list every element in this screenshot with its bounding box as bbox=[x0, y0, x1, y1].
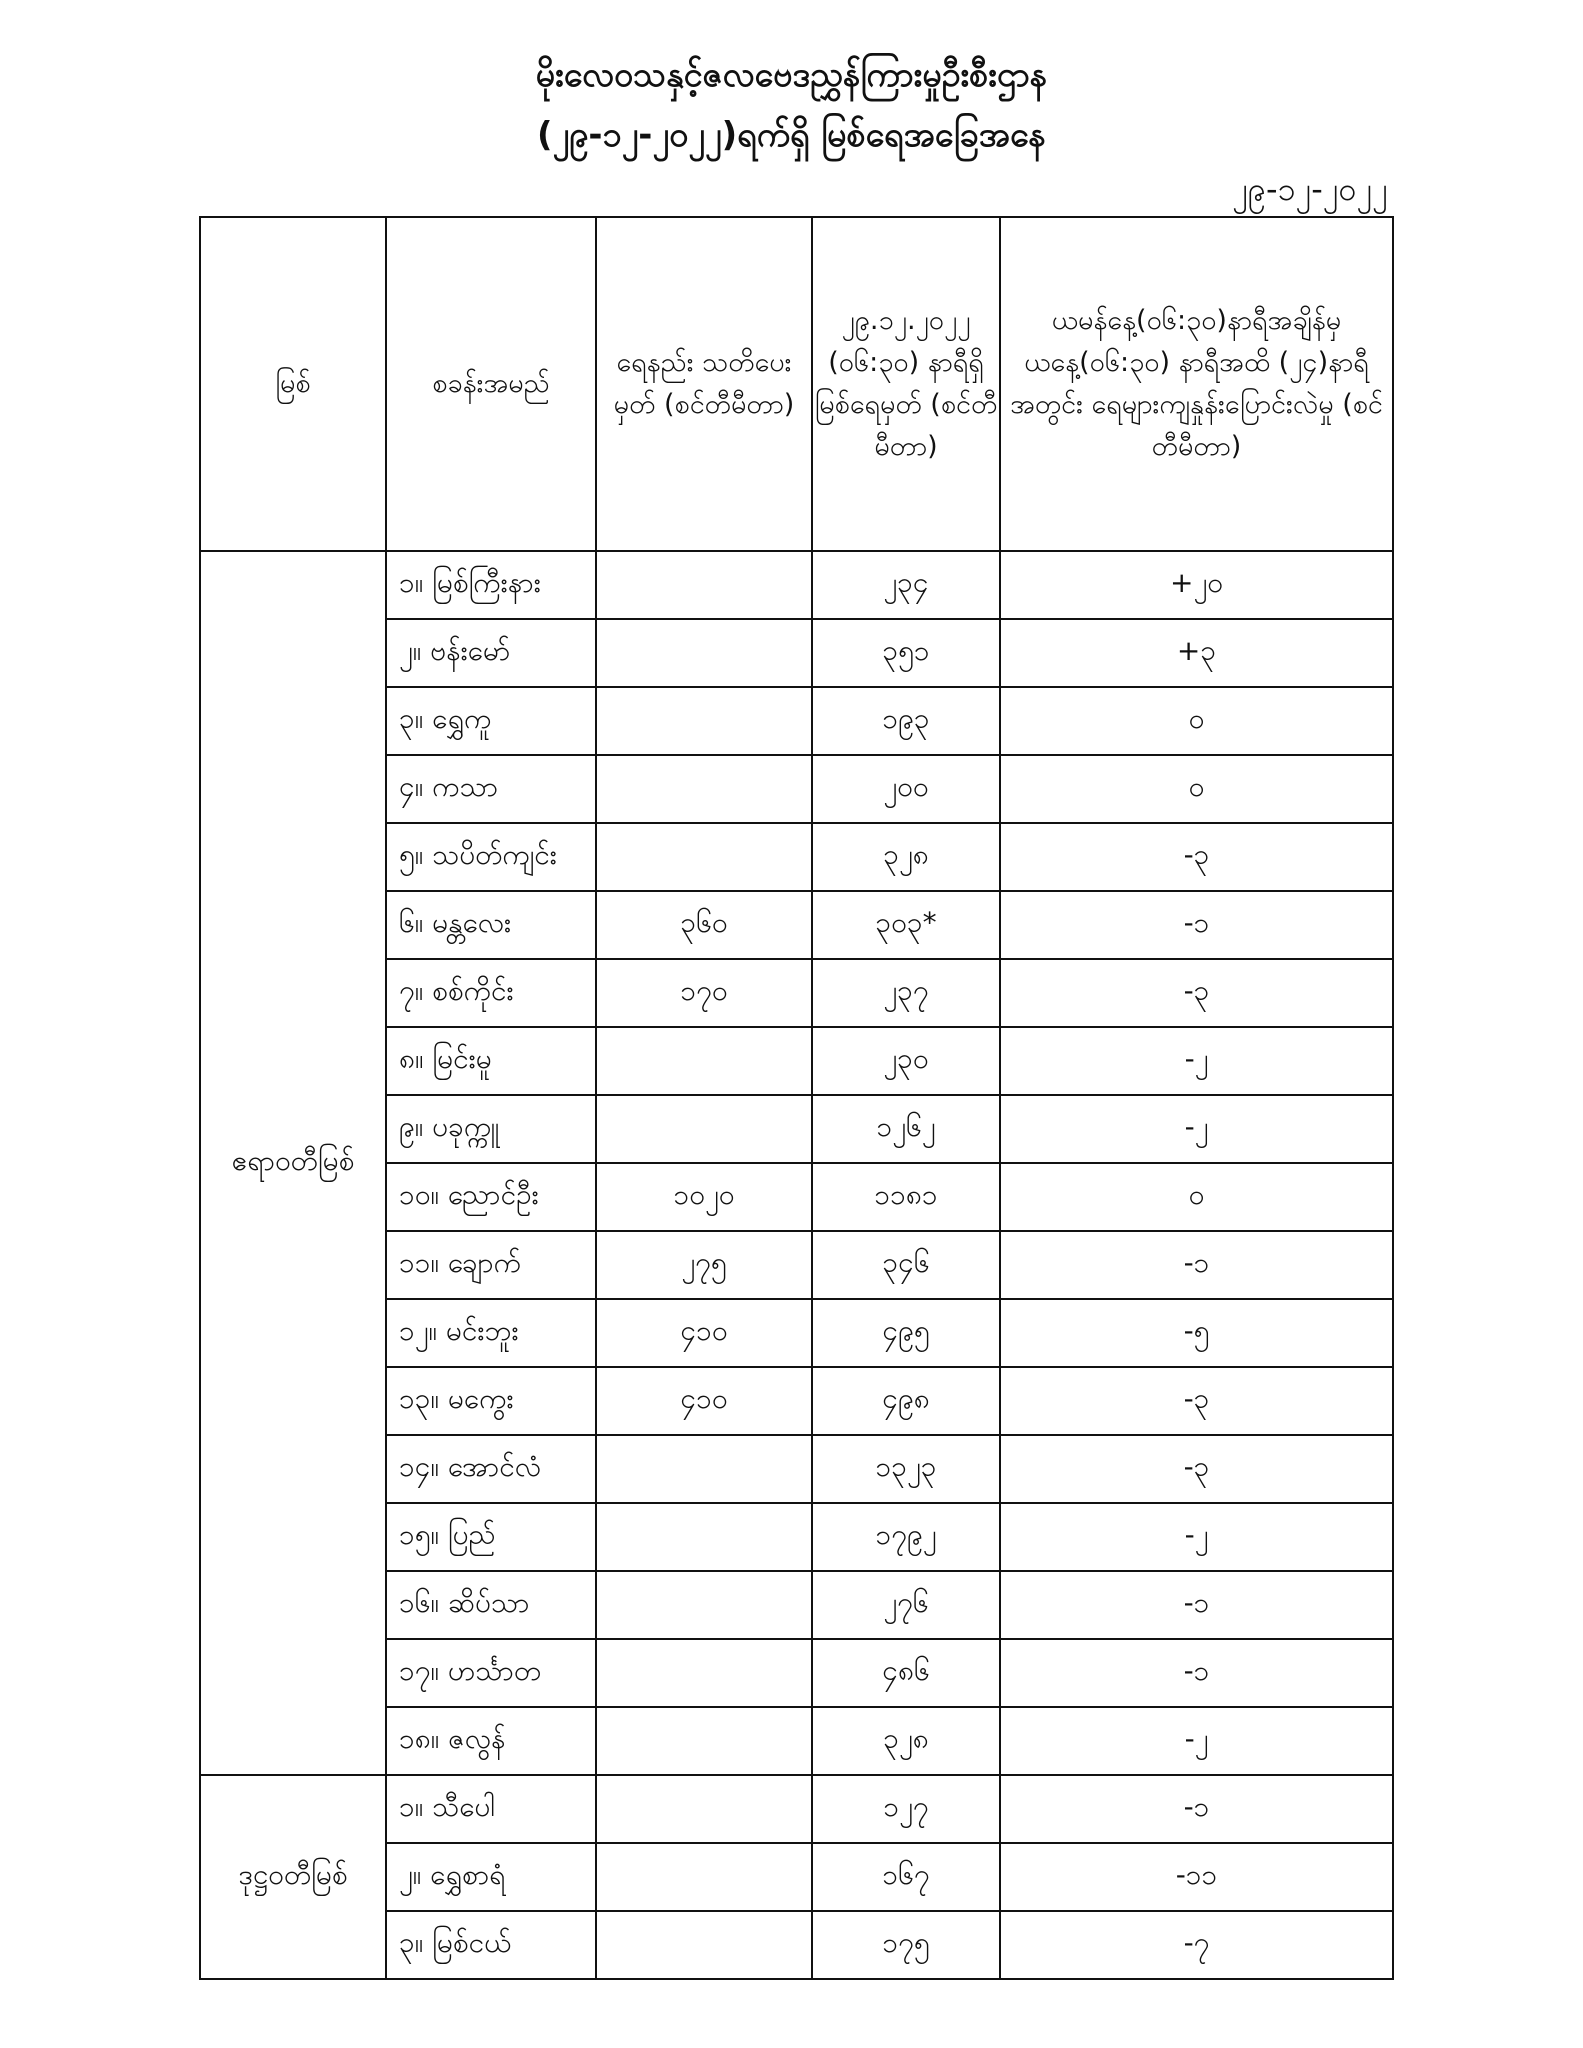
change-cell: -၁ bbox=[1000, 1775, 1393, 1843]
change-cell: -၂ bbox=[1000, 1027, 1393, 1095]
danger-level-cell bbox=[596, 687, 812, 755]
danger-level-cell: ၄၁၀ bbox=[596, 1367, 812, 1435]
danger-level-cell bbox=[596, 1911, 812, 1979]
station-cell: ၄။ ကသာ bbox=[386, 755, 596, 823]
danger-level-cell bbox=[596, 1571, 812, 1639]
table-row bbox=[200, 1775, 1393, 1843]
water-level-cell: ၂၃၀ bbox=[812, 1027, 1000, 1095]
water-level-cell: ၁၂၆၂ bbox=[812, 1095, 1000, 1163]
water-level-cell: ၄၈၆ bbox=[812, 1639, 1000, 1707]
danger-level-cell: ၄၁၀ bbox=[596, 1299, 812, 1367]
change-cell: +၂၀ bbox=[1000, 551, 1393, 619]
change-cell: -၁၁ bbox=[1000, 1843, 1393, 1911]
change-cell: -၃ bbox=[1000, 1367, 1393, 1435]
station-cell: ၅။ သပိတ်ကျင်း bbox=[386, 823, 596, 891]
station-cell: ၁၅။ ပြည် bbox=[386, 1503, 596, 1571]
water-level-cell: ၁၇၅ bbox=[812, 1911, 1000, 1979]
danger-level-cell bbox=[596, 551, 812, 619]
water-level-cell: ၁၂၇ bbox=[812, 1775, 1000, 1843]
change-cell: -၁ bbox=[1000, 1639, 1393, 1707]
water-level-cell: ၃၄၆ bbox=[812, 1231, 1000, 1299]
water-level-cell: ၁၆၇ bbox=[812, 1843, 1000, 1911]
station-cell: ၇။ စစ်ကိုင်း bbox=[386, 959, 596, 1027]
station-cell: ၂။ ဗန်းမော် bbox=[386, 619, 596, 687]
change-cell: -၁ bbox=[1000, 1571, 1393, 1639]
water-level-cell: ၂၃၇ bbox=[812, 959, 1000, 1027]
report-date: ၂၉-၁၂-၂၀၂၂ bbox=[1232, 170, 1388, 208]
river-level-table bbox=[199, 216, 1394, 1980]
station-cell: ၁၁။ ချောက် bbox=[386, 1231, 596, 1299]
water-level-cell: ၃၅၁ bbox=[812, 619, 1000, 687]
change-cell: -၂ bbox=[1000, 1503, 1393, 1571]
danger-level-cell bbox=[596, 823, 812, 891]
water-level-cell: ၂၃၄ bbox=[812, 551, 1000, 619]
change-cell: -၁ bbox=[1000, 891, 1393, 959]
danger-level-cell bbox=[596, 1503, 812, 1571]
change-cell: -၂ bbox=[1000, 1095, 1393, 1163]
station-cell: ၁၈။ ဇလွန် bbox=[386, 1707, 596, 1775]
station-cell: ၁၃။ မကွေး bbox=[386, 1367, 596, 1435]
danger-level-cell bbox=[596, 1707, 812, 1775]
station-cell: ၃။ ရွှေကူ bbox=[386, 687, 596, 755]
danger-level-cell: ၁၀၂၀ bbox=[596, 1163, 812, 1231]
col-header-change: ယမန်နေ့(၀၆:၃၀)နာရီအချိန်မှ ယနေ့(၀၆:၃၀) နာရီအထိ (၂၄)နာရီအတွင်း ရေများကျနှုန်းပြောင်းလဲမှု (စင်တီမီတာ) bbox=[1000, 217, 1393, 551]
change-cell: -၃ bbox=[1000, 959, 1393, 1027]
river-name-cell: ဧရာဝတီမြစ် bbox=[200, 551, 386, 1775]
water-level-cell: ၁၃၂၃ bbox=[812, 1435, 1000, 1503]
col-header-river: မြစ် bbox=[200, 217, 386, 551]
station-cell: ၁၆။ ဆိပ်သာ bbox=[386, 1571, 596, 1639]
water-level-cell: ၃၂၈ bbox=[812, 823, 1000, 891]
water-level-cell: ၄၉၈ bbox=[812, 1367, 1000, 1435]
danger-level-cell bbox=[596, 1435, 812, 1503]
danger-level-cell bbox=[596, 619, 812, 687]
document-subtitle: (၂၉-၁၂-၂၀၂၂)ရက်ရှိ မြစ်ရေအခြေအနေ bbox=[536, 115, 1047, 155]
water-level-cell: ၃၂၈ bbox=[812, 1707, 1000, 1775]
danger-level-cell: ၂၇၅ bbox=[596, 1231, 812, 1299]
water-level-cell: ၂၇၆ bbox=[812, 1571, 1000, 1639]
station-cell: ၁၀။ ညောင်ဦး bbox=[386, 1163, 596, 1231]
table-row bbox=[200, 551, 1393, 619]
change-cell: +၃ bbox=[1000, 619, 1393, 687]
danger-level-cell bbox=[596, 1843, 812, 1911]
document-title: မိုးလေဝသနှင့်ဇလဗေဒညွှန်ကြားမှုဦးစီးဌာန bbox=[535, 55, 1048, 95]
danger-level-cell bbox=[596, 1095, 812, 1163]
station-cell: ၁။ သီပေါ bbox=[386, 1775, 596, 1843]
danger-level-cell bbox=[596, 1639, 812, 1707]
station-cell: ၂။ ရွှေစာရံ bbox=[386, 1843, 596, 1911]
water-level-cell: ၁၇၉၂ bbox=[812, 1503, 1000, 1571]
danger-level-cell: ၁၇၀ bbox=[596, 959, 812, 1027]
danger-level-cell bbox=[596, 1775, 812, 1843]
station-cell: ၁၇။ ဟင်္သာတ bbox=[386, 1639, 596, 1707]
change-cell: ၀ bbox=[1000, 687, 1393, 755]
station-cell: ၈။ မြင်းမူ bbox=[386, 1027, 596, 1095]
water-level-cell: ၁၁၈၁ bbox=[812, 1163, 1000, 1231]
change-cell: -၁ bbox=[1000, 1231, 1393, 1299]
change-cell: -၇ bbox=[1000, 1911, 1393, 1979]
station-cell: ၁၄။ အောင်လံ bbox=[386, 1435, 596, 1503]
change-cell: ၀ bbox=[1000, 1163, 1393, 1231]
station-cell: ၁၂။ မင်းဘူး bbox=[386, 1299, 596, 1367]
river-name-cell: ဒုဋ္ဌဝတီမြစ် bbox=[200, 1775, 386, 1979]
col-header-station: စခန်းအမည် bbox=[386, 217, 596, 551]
danger-level-cell bbox=[596, 755, 812, 823]
water-level-cell: ၁၉၃ bbox=[812, 687, 1000, 755]
water-level-cell: ၃၀၃* bbox=[812, 891, 1000, 959]
water-level-cell: ၂၀၀ bbox=[812, 755, 1000, 823]
station-cell: ၆။ မန္တလေး bbox=[386, 891, 596, 959]
col-header-danger-level: ရေနည်း သတိပေးမှတ် (စင်တီမီတာ) bbox=[596, 217, 812, 551]
change-cell: -၃ bbox=[1000, 1435, 1393, 1503]
change-cell: ၀ bbox=[1000, 755, 1393, 823]
station-cell: ၃။ မြစ်ငယ် bbox=[386, 1911, 596, 1979]
station-cell: ၁။ မြစ်ကြီးနား bbox=[386, 551, 596, 619]
table-body bbox=[200, 551, 1393, 1979]
station-cell: ၉။ ပခုက္ကူ bbox=[386, 1095, 596, 1163]
change-cell: -၂ bbox=[1000, 1707, 1393, 1775]
col-header-water-level: ၂၉.၁၂.၂၀၂၂ (၀၆:၃၀) နာရီရှိ မြစ်ရေမှတ် (စင်တီမီတာ) bbox=[812, 217, 1000, 551]
danger-level-cell: ၃၆၀ bbox=[596, 891, 812, 959]
water-level-cell: ၄၉၅ bbox=[812, 1299, 1000, 1367]
change-cell: -၅ bbox=[1000, 1299, 1393, 1367]
danger-level-cell bbox=[596, 1027, 812, 1095]
change-cell: -၃ bbox=[1000, 823, 1393, 891]
